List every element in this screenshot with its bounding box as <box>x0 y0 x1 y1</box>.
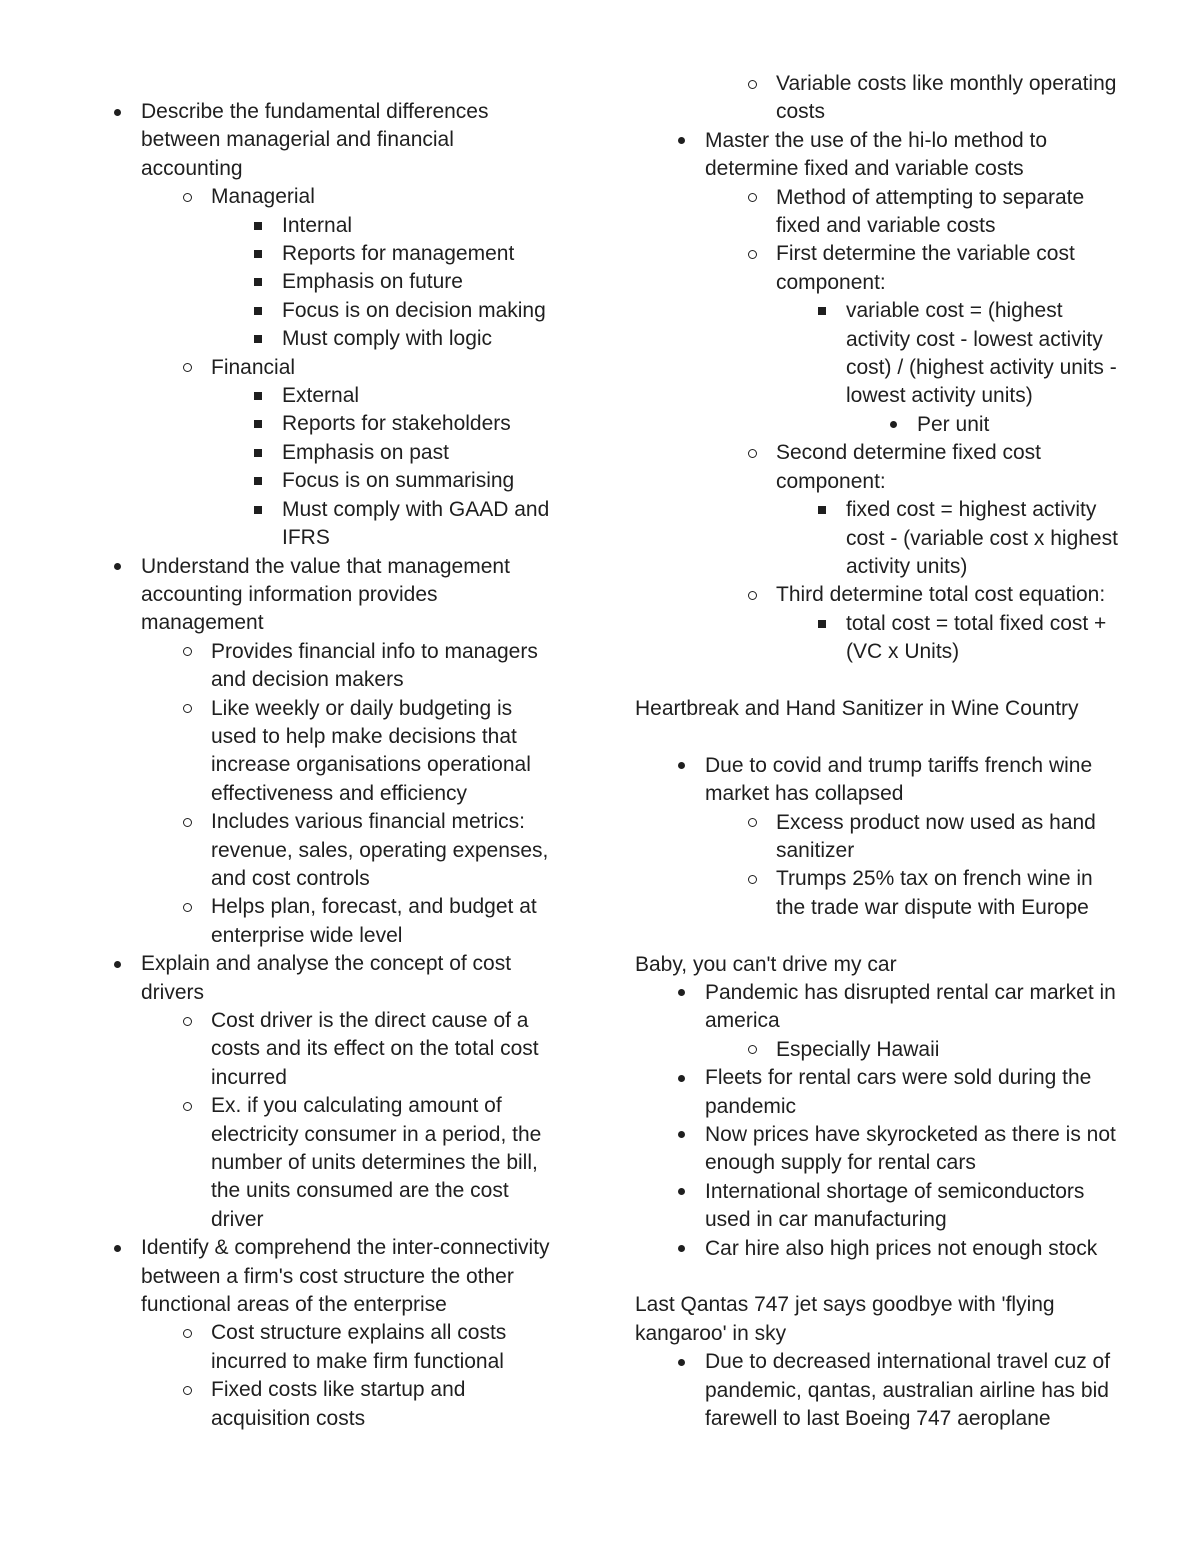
bullet-item-level-1 <box>0 184 1200 241</box>
text-line: Describe the fundamental differences <box>141 100 489 123</box>
text-line: management <box>141 611 264 635</box>
text-line: electricity consumer in a period, the <box>211 1122 542 1146</box>
text-line: driver <box>211 1207 264 1231</box>
text-line: costs and its effect on the total cost <box>211 1037 539 1061</box>
text-line: First determine the variable cost <box>776 242 1075 266</box>
text-line: Car hire also high prices not enough stock <box>705 1236 1098 1260</box>
text-line: Managerial <box>211 185 315 209</box>
text-line: Method of attempting to separate <box>776 185 1085 209</box>
text-line: Ex. if you calculating amount of <box>211 1094 502 1118</box>
text-line: between a firm's cost structure the other <box>141 1264 514 1288</box>
bullet-circle-icon <box>742 70 762 98</box>
right-column <box>0 70 1200 1433</box>
text-line: lowest activity units) <box>846 384 1033 408</box>
bullet-item-level-0 <box>0 1064 1200 1121</box>
text-line: Especially Hawaii <box>776 1037 940 1061</box>
bullet-item-level-2 <box>0 297 1200 411</box>
text-line: Due to decreased international travel cuz of <box>705 1350 1111 1374</box>
text-line: kangaroo' in sky <box>635 1321 787 1345</box>
text-line: functional areas of the enterprise <box>141 1293 447 1317</box>
text-line: Excess product now used as hand <box>776 810 1096 834</box>
text-line: pandemic <box>705 1094 797 1118</box>
text-line: between managerial and financial <box>141 128 454 152</box>
text-line: revenue, sales, operating expenses, <box>211 838 549 862</box>
text-line: cost - (variable cost x highest <box>846 526 1118 550</box>
bullet-dot-icon <box>671 1178 691 1206</box>
text-line: component: <box>776 469 886 493</box>
text-line: Reports for stakeholders <box>282 412 511 436</box>
text-line: Now prices have skyrocketed as there is not <box>705 1122 1116 1146</box>
text-line: the trade war dispute with Europe <box>776 895 1089 919</box>
text-line: accounting information provides <box>141 582 438 606</box>
text-line: market has collapsed <box>705 782 904 806</box>
text-line: Identify & comprehend the inter-connectivity <box>141 1236 550 1260</box>
bullet-dot-icon <box>671 127 691 155</box>
bullet-dot-icon <box>671 1064 691 1092</box>
bullet-dot-icon <box>671 1121 691 1149</box>
text-line: fixed and variable costs <box>776 214 996 238</box>
text-line: accounting <box>141 156 243 180</box>
text-line: acquisition costs <box>211 1406 366 1430</box>
bullet-dot-icon <box>883 411 903 439</box>
blank-line <box>0 723 1200 751</box>
text-line: pandemic, qantas, australian airline has bid <box>705 1378 1109 1402</box>
text-line: Must comply with GAAD and <box>282 497 550 521</box>
bullet-item-level-0 <box>0 1235 1200 1263</box>
text-line: Emphasis on future <box>282 270 463 294</box>
bullet-item-level-1 <box>0 809 1200 866</box>
text-line: Focus is on decision making <box>282 298 546 322</box>
text-line: Provides financial info to managers <box>211 639 538 663</box>
text-line: costs <box>776 100 826 124</box>
text-line: External <box>282 384 360 408</box>
blank-line <box>0 922 1200 950</box>
text-line: Due to covid and trump tariffs french wine <box>705 753 1093 777</box>
text-line: Cost structure explains all costs <box>211 1321 507 1345</box>
text-line: Must comply with logic <box>282 327 493 351</box>
text-line: and cost controls <box>211 866 370 890</box>
text-line: Includes various financial metrics: <box>211 810 525 834</box>
text-line: activity units) <box>846 554 968 578</box>
text-line: increase organisations operational <box>211 753 531 777</box>
bullet-dot-icon <box>671 752 691 780</box>
text-line: Fleets for rental cars were sold during the <box>705 1066 1092 1090</box>
bullet-item-level-1 <box>0 865 1200 922</box>
text-line: fixed cost = highest activity <box>846 498 1097 522</box>
text-line: Reports for management <box>282 242 515 266</box>
bullet-square-icon <box>812 496 832 524</box>
text-line: International shortage of semiconductors <box>705 1179 1085 1203</box>
text-line: Financial <box>211 355 296 379</box>
text-line: (VC x Units) <box>846 640 960 664</box>
text-line: effectiveness and efficiency <box>211 781 468 805</box>
bullet-circle-icon <box>742 865 762 893</box>
bullet-circle-icon <box>742 581 762 609</box>
bullet-item-level-1 <box>0 439 1200 496</box>
text-line: Second determine fixed cost <box>776 441 1041 465</box>
text-line: component: <box>776 270 886 294</box>
text-line: Emphasis on past <box>282 440 449 464</box>
text-line: Trumps 25% tax on french wine in <box>776 867 1093 891</box>
text-line: Third determine total cost equation: <box>776 583 1106 607</box>
text-line: number of units determines the bill, <box>211 1151 538 1175</box>
bullet-circle-icon <box>742 439 762 467</box>
text-line: total cost = total fixed cost + <box>846 611 1107 635</box>
bullet-circle-icon <box>742 184 762 212</box>
text-line: Cost driver is the direct cause of a <box>211 1009 529 1032</box>
bullet-dot-icon <box>671 1235 691 1263</box>
text-line: Per unit <box>917 412 990 436</box>
bullet-circle-icon <box>742 809 762 837</box>
text-line: used in car manufacturing <box>705 1208 947 1232</box>
bullet-square-icon <box>812 297 832 325</box>
bullet-square-icon <box>812 610 832 638</box>
bullet-item-level-0 <box>0 1121 1200 1178</box>
text-line: determine fixed and variable costs <box>705 157 1024 181</box>
blank-line <box>0 1263 1200 1291</box>
text-line: IFRS <box>282 526 330 550</box>
bullet-item-level-1 <box>0 240 1200 297</box>
text-line: Focus is on summarising <box>282 469 515 493</box>
text-line: farewell to last Boeing 747 aeroplane <box>705 1407 1051 1431</box>
text-line: Pandemic has disrupted rental car market in <box>705 980 1116 1004</box>
text-line: cost) / (highest activity units - <box>846 356 1117 380</box>
text-line: enterprise wide level <box>211 923 403 947</box>
bullet-item-level-0 <box>0 752 1200 809</box>
text-line: the units consumed are the cost <box>211 1179 509 1203</box>
bullet-item-level-0 <box>0 1178 1200 1235</box>
text-line: Variable costs like monthly operating <box>776 72 1117 95</box>
text-line: incurred to make firm functional <box>211 1349 504 1373</box>
text-line: variable cost = (highest <box>846 299 1063 323</box>
bullet-item-level-1 <box>0 581 1200 609</box>
bullet-dot-icon <box>671 1348 691 1376</box>
text-line: Helps plan, forecast, and budget at <box>211 895 537 919</box>
bullet-item-level-1 <box>0 70 1200 127</box>
text-line: Heartbreak and Hand Sanitizer in Wine Country <box>635 696 1079 720</box>
text-line: Explain and analyse the concept of cost <box>141 952 512 976</box>
section-heading <box>0 951 1200 979</box>
bullet-item-level-2 <box>0 610 1200 667</box>
text-line: Baby, you can't drive my car <box>635 952 897 976</box>
text-line: enough supply for rental cars <box>705 1151 976 1175</box>
text-line: Internal <box>282 213 353 237</box>
text-line: america <box>705 1009 780 1033</box>
text-line: and decision makers <box>211 668 404 692</box>
bullet-circle-icon <box>742 240 762 268</box>
text-line: Master the use of the hi-lo method to <box>705 128 1048 152</box>
text-line: Like weekly or daily budgeting is <box>211 696 513 720</box>
bullet-item-level-2 <box>0 496 1200 581</box>
text-line: Understand the value that management <box>141 554 510 578</box>
bullet-item-level-0 <box>0 979 1200 1036</box>
bullet-circle-icon <box>742 1036 762 1064</box>
section-heading <box>0 695 1200 723</box>
bullet-item-level-1 <box>0 1036 1200 1064</box>
bullet-item-level-3 <box>0 411 1200 439</box>
bullet-item-level-0 <box>0 1348 1200 1433</box>
bullet-item-level-0 <box>0 127 1200 184</box>
text-line: drivers <box>141 980 205 1004</box>
text-line: incurred <box>211 1065 287 1089</box>
text-line: Fixed costs like startup and <box>211 1378 466 1402</box>
text-line: Last Qantas 747 jet says goodbye with 'flying <box>635 1293 1055 1317</box>
blank-line <box>0 667 1200 695</box>
text-line: used to help make decisions that <box>211 724 517 748</box>
text-line: sanitizer <box>776 838 855 862</box>
bullet-dot-icon <box>671 979 691 1007</box>
text-line: activity cost - lowest activity <box>846 327 1103 351</box>
section-heading <box>0 1291 1200 1348</box>
